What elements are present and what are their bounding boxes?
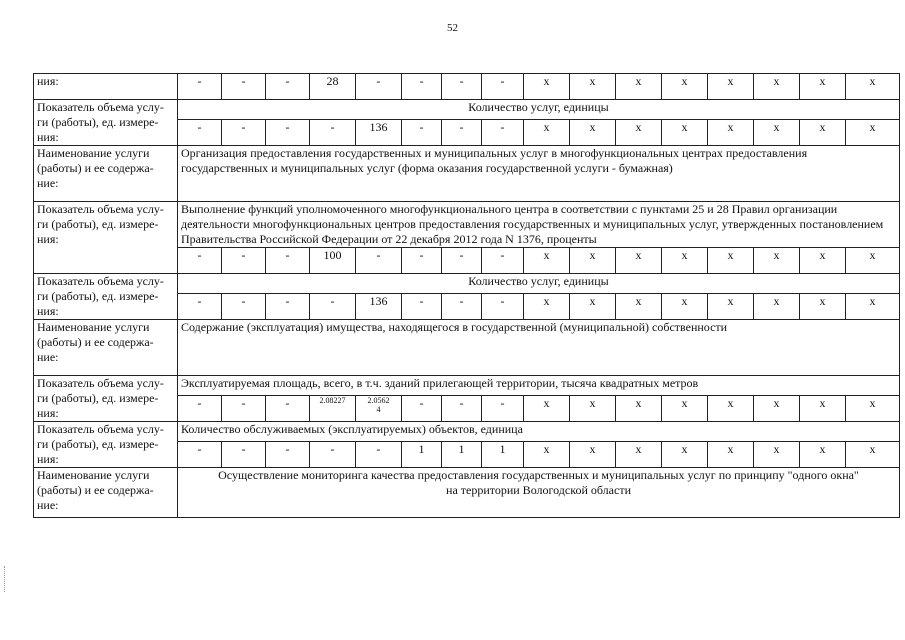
value-cell: x [616,396,662,422]
services-table [33,73,900,518]
value-cell: x [662,396,708,422]
value-cell: x [800,294,846,320]
value-cell: - [356,248,402,274]
value-cell: - [222,396,266,422]
value-cell: - [356,74,402,100]
value-cell: - [178,248,222,274]
value-cell: x [846,74,900,100]
value-cell: - [310,294,356,320]
value-cell: 2.08227 [310,396,356,422]
value-cell: x [570,120,616,146]
value-cell: x [616,294,662,320]
value-cell: - [178,120,222,146]
value-cell: x [800,120,846,146]
page-number: 52 [447,22,458,34]
value-cell: 1 [482,442,524,468]
row-label: Показатель объема услу- ги (работы), ед. измере- ния: [34,376,178,422]
value-cell: - [482,74,524,100]
value-cell: x [846,396,900,422]
value-cell: x [524,120,570,146]
value-cell: x [662,248,708,274]
value-cell: - [222,294,266,320]
value-cell: - [178,294,222,320]
table-row [34,376,900,396]
value-cell: - [266,120,310,146]
value-cell: x [708,120,754,146]
row-description: Выполнение функций уполномоченного многофункционального центра в соответствии с пунктами 25 и 28 Правил организации деятельности многофункциональных центров предоставления государственных и муниципальных услуг, утвержденных постановлением Правительства Российской Федерации от 22 декабря 2012 года N 1376, проценты [178,202,900,248]
row-label: Показатель объема услу- ги (работы), ед. измере- ния: [34,422,178,468]
row-label: Показатель объема услу- ги (работы), ед. измере- ния: [34,100,178,146]
margin-mark [4,566,9,592]
value-cell: x [616,248,662,274]
value-cell: - [482,248,524,274]
value-cell: x [570,396,616,422]
value-cell: x [754,396,800,422]
value-cell: x [524,442,570,468]
value-cell: 1 [402,442,442,468]
row-label: Показатель объема услу- ги (работы), ед. измере- ния: [34,202,178,274]
row-description: Организация предоставления государственных и муниципальных услуг в многофункциональных центрах предоставления государственных и муниципальных услуг (форма оказания государственной услуги - бумажная) [178,146,900,202]
value-cell: x [846,294,900,320]
value-cell: - [442,74,482,100]
value-cell: x [570,294,616,320]
value-cell: - [442,294,482,320]
value-cell: - [482,294,524,320]
value-cell: x [800,442,846,468]
value-cell: x [616,442,662,468]
value-cell: - [266,396,310,422]
value-cell: - [356,442,402,468]
row-description: Количество услуг, единицы [178,100,900,120]
value-cell: x [708,248,754,274]
value-cell: x [708,396,754,422]
value-cell: x [754,294,800,320]
value-cell: x [846,442,900,468]
value-cell: x [754,442,800,468]
value-cell: - [482,120,524,146]
value-cell: - [266,442,310,468]
row-description: Осуществление мониторинга качества предоставления государственных и муниципальных услуг по принципу "одного окна" на территории Вологодской области [178,468,900,518]
value-cell: x [708,442,754,468]
value-cell: x [846,248,900,274]
value-cell: - [222,442,266,468]
row-description: Эксплуатируемая площадь, всего, в т.ч. зданий прилегающей территории, тысяча квадратных метров [178,376,900,396]
value-cell: - [222,74,266,100]
row-description: Содержание (эксплуатация) имущества, находящегося в государственной (муниципальной) собственности [178,320,900,376]
value-cell: x [524,248,570,274]
row-label: Наименование услуги (работы) и ее содержа- ние: [34,146,178,202]
row-label: Показатель объема услу- ги (работы), ед. измере- ния: [34,274,178,320]
value-cell: x [800,396,846,422]
value-cell: 136 [356,120,402,146]
value-cell: - [178,442,222,468]
value-cell: - [222,248,266,274]
row-label: ния: [34,74,178,100]
value-cell: - [402,248,442,274]
table-row [34,146,900,202]
value-cell: - [402,74,442,100]
value-cell: x [616,74,662,100]
value-cell: - [442,248,482,274]
row-description: Количество услуг, единицы [178,274,900,294]
table-row [34,74,900,100]
value-cell: x [754,74,800,100]
value-cell: x [662,442,708,468]
value-cell: x [662,294,708,320]
value-cell: - [402,396,442,422]
value-cell: - [222,120,266,146]
value-cell: - [442,120,482,146]
value-cell: 136 [356,294,402,320]
value-cell: x [662,74,708,100]
value-cell: x [754,248,800,274]
value-cell: x [524,396,570,422]
value-cell: - [310,442,356,468]
table-row [34,422,900,442]
value-cell: - [266,248,310,274]
value-cell: x [524,74,570,100]
table-row [34,320,900,376]
value-cell: x [524,294,570,320]
table-row [34,202,900,248]
value-cell: - [310,120,356,146]
value-cell: - [266,294,310,320]
value-cell: 2.0562 4 [356,396,402,422]
value-cell: x [800,248,846,274]
value-cell: x [846,120,900,146]
value-cell: x [754,120,800,146]
value-cell: - [482,396,524,422]
value-cell: x [616,120,662,146]
value-cell: x [708,294,754,320]
value-cell: 1 [442,442,482,468]
value-cell: 100 [310,248,356,274]
value-cell: - [178,396,222,422]
row-description: Количество обслуживаемых (эксплуатируемых) объектов, единица [178,422,900,442]
value-cell: - [178,74,222,100]
value-cell: 28 [310,74,356,100]
value-cell: x [570,248,616,274]
table-row [34,468,900,518]
row-label: Наименование услуги (работы) и ее содержа- ние: [34,468,178,518]
value-cell: x [662,120,708,146]
value-cell: - [402,120,442,146]
row-label: Наименование услуги (работы) и ее содержа- ние: [34,320,178,376]
value-cell: x [708,74,754,100]
value-cell: - [266,74,310,100]
value-cell: - [402,294,442,320]
value-cell: x [800,74,846,100]
table-row [34,100,900,120]
value-cell: x [570,74,616,100]
value-cell: - [442,396,482,422]
table-row [34,274,900,294]
value-cell: x [570,442,616,468]
